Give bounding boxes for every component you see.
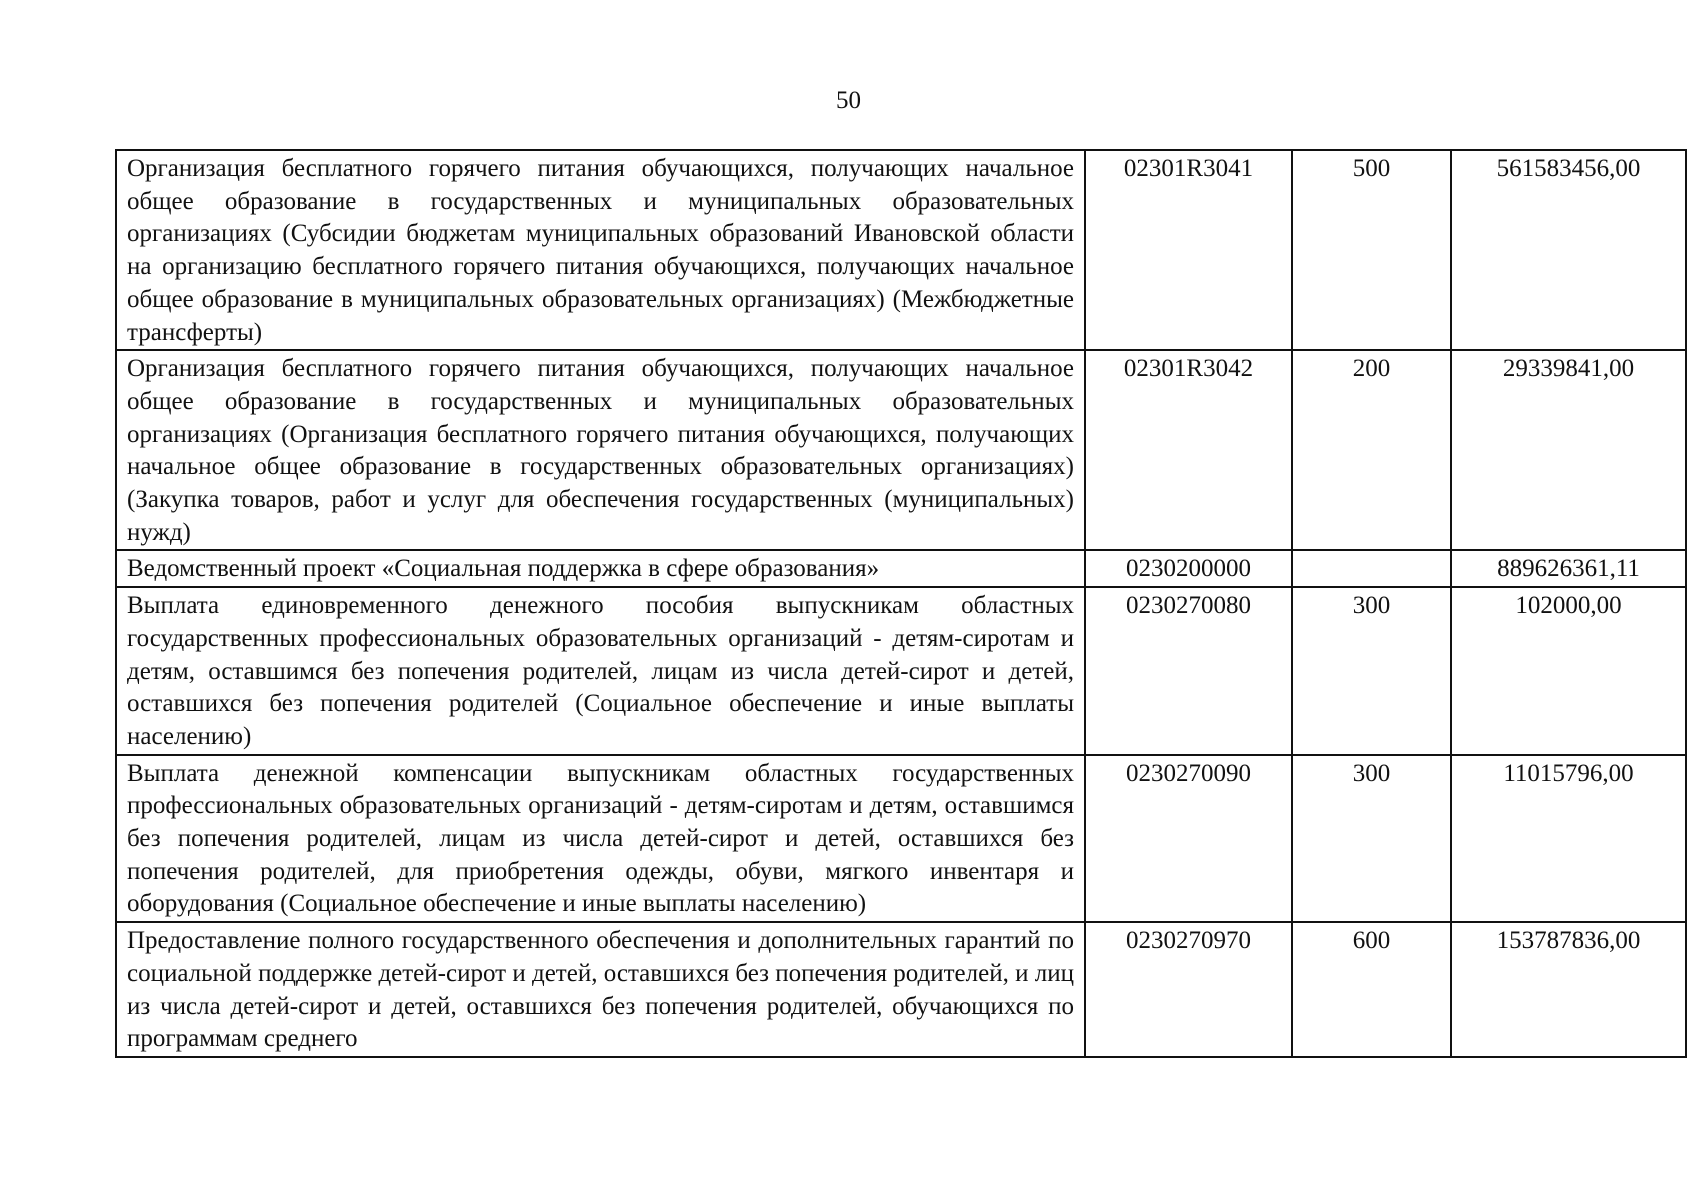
row-type-cell [1292, 922, 1451, 1057]
row-name: Организация бесплатного горячего питания обучающихся, получающих начальное общее образование в государственных и муниципальных образовательных организациях (Субсидии бюджетам муниципальных образований Ивановской области на организацию бесплатного горячего питания обучающихся, получающих начальное общее образование в муниципальных образовательных организациях) (Межбюджетные трансферты) [127, 155, 1074, 346]
table-row [116, 922, 1686, 1057]
table-row [116, 150, 1686, 350]
row-code: 0230270970 [1126, 927, 1251, 955]
row-sum: 561583456,00 [1496, 155, 1641, 182]
row-sum-cell [1451, 550, 1686, 587]
row-code-cell [1085, 550, 1292, 587]
table-row [116, 755, 1686, 923]
row-name-cell [116, 550, 1085, 587]
row-type-cell [1292, 587, 1451, 755]
row-code-cell [1085, 922, 1292, 1057]
row-type: 300 [1352, 592, 1391, 620]
row-name-cell [116, 587, 1085, 755]
row-name-cell [116, 922, 1085, 1057]
row-type: 200 [1352, 355, 1391, 383]
row-sum: 11015796,00 [1503, 759, 1634, 787]
row-code: 0230200000 [1126, 555, 1251, 583]
row-name: Предоставление полного государственного обеспечения и дополнительных гарантий по социальной поддержке детей-сирот и детей, оставшихся без попечения родителей, и лиц из числа детей-сирот и детей, оставшихся без попечения родителей, обучающихся по программам среднего [127, 927, 1074, 1053]
row-code-cell [1085, 350, 1292, 550]
row-sum-cell [1451, 922, 1686, 1057]
row-code-cell [1085, 587, 1292, 755]
row-type-cell [1292, 350, 1451, 550]
row-sum: 889626361,11 [1497, 555, 1640, 583]
table-row [116, 587, 1686, 755]
row-sum: 153787836,00 [1496, 927, 1641, 955]
row-type-cell [1292, 755, 1451, 923]
row-code: 0230270080 [1126, 592, 1251, 620]
row-sum: 102000,00 [1515, 592, 1622, 620]
table-row [116, 350, 1686, 550]
budget-table [115, 149, 1687, 1058]
table-row [116, 550, 1686, 587]
row-code: 02301R3042 [1123, 355, 1254, 383]
row-code-cell [1085, 150, 1292, 350]
row-sum-cell [1451, 350, 1686, 550]
page-number: 50 [836, 87, 861, 114]
row-type: 600 [1352, 927, 1391, 955]
row-sum-cell [1451, 755, 1686, 923]
row-name: Выплата денежной компенсации выпускникам областных государственных профессиональных образовательных организаций - детям-сиротам и детям, оставшимся без попечения родителей, лицам из числа детей-сирот и детей, оставшихся без попечения родителей, для приобретения одежды, обуви, мягкого инвентаря и оборудования (Социальное обеспечение и иные выплаты населению) [127, 759, 1074, 918]
row-name: Ведомственный проект «Социальная поддержка в сфере образования» [127, 555, 880, 583]
row-type-cell [1292, 150, 1451, 350]
row-type-cell [1292, 550, 1451, 587]
row-name: Организация бесплатного горячего питания обучающихся, получающих начальное общее образование в государственных и муниципальных образовательных организациях (Организация бесплатного горячего питания обучающихся, получающих начальное общее образование в государственных образовательных организациях) (Закупка товаров, работ и услуг для обеспечения государственных (муниципальных) нужд) [127, 355, 1074, 546]
row-sum: 29339841,00 [1502, 355, 1635, 383]
row-name-cell [116, 350, 1085, 550]
row-type: 300 [1352, 759, 1391, 787]
row-code: 02301R3041 [1123, 155, 1254, 182]
row-name-cell [116, 150, 1085, 350]
row-name: Выплата единовременного денежного пособия выпускникам областных государственных профессиональных образовательных организаций - детям-сиротам и детям, оставшимся без попечения родителей, лицам из числа детей-сирот и детей, оставшихся без попечения родителей (Социальное обеспечение и иные выплаты населению) [127, 592, 1074, 750]
row-name-cell [116, 755, 1085, 923]
row-sum-cell [1451, 150, 1686, 350]
row-sum-cell [1451, 587, 1686, 755]
row-type: 500 [1352, 155, 1391, 182]
row-code: 0230270090 [1126, 759, 1251, 787]
row-code-cell [1085, 755, 1292, 923]
